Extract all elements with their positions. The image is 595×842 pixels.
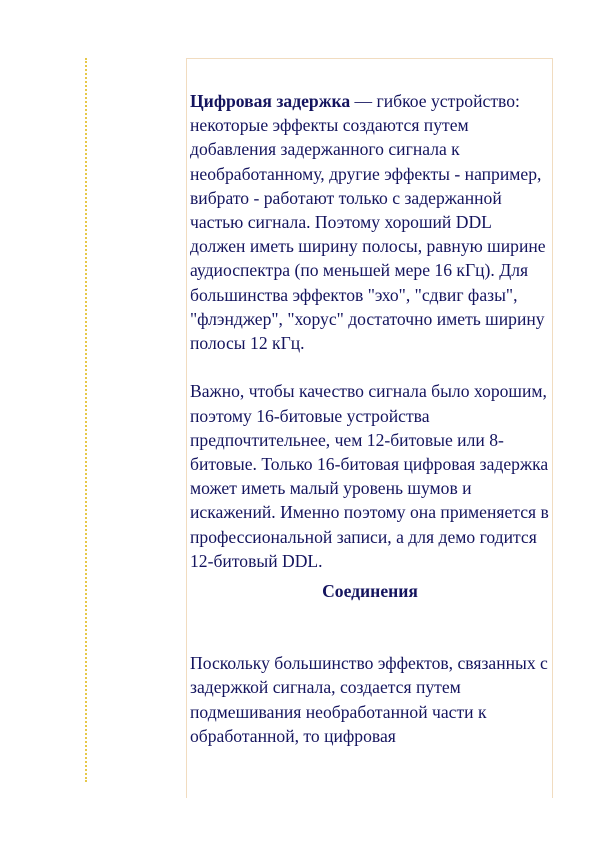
paragraph-connections: Поскольку большинство эффектов, связанных с задержкой сигнала, создается путем подмешивания необработанной части к обработанной, то цифровая	[190, 653, 548, 746]
paragraph-gap	[190, 603, 550, 651]
term-digital-delay: Цифровая задержка	[190, 91, 351, 111]
paragraph-bit-depth: Важно, чтобы качество сигнала было хорошим, поэтому 16-битовые устройства предпочтительнее, чем 12-битовые или 8-битовые. Только 16-битовая цифровая задержка может иметь малый уровень шумов и искажений. Именно поэтому она применяется в профессиональной записи, а для демо годится 12-битовый DDL.	[190, 381, 549, 571]
document-text	[190, 89, 550, 748]
left-dotted-rule	[85, 58, 87, 782]
paragraph-delay-intro	[190, 89, 550, 355]
paragraph-gap	[190, 355, 550, 379]
section-heading: Соединения	[322, 581, 418, 602]
paragraph-delay-body: — гибкое устройство: некоторые эффекты создаются путем добавления задержанного сигнала к необработанному, другие эффекты - например, вибрато - работают только с задержанной частью сигнала. Поэтому хороший DDL должен иметь ширину полосы, равную ширине аудиоспектра (по меньшей мере 16 кГц). Для большинства эффектов "эхо", "сдвиг фазы", "флэнджер", "хорус" достаточно иметь ширину полосы 12 кГц.	[190, 91, 546, 354]
